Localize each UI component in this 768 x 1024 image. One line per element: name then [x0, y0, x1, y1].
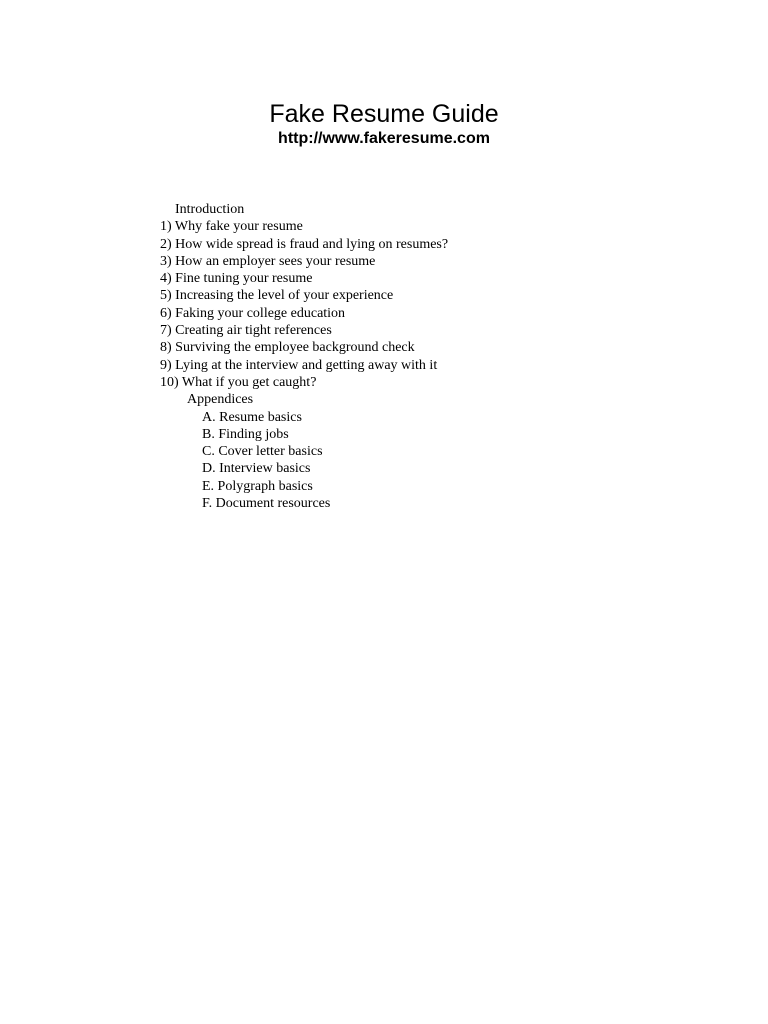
toc-appendix-b: B. Finding jobs [202, 426, 289, 442]
toc-chapter-10: 10) What if you get caught? [160, 374, 317, 390]
toc-chapter-4: 4) Fine tuning your resume [160, 271, 313, 287]
toc-chapter-3: 3) How an employer sees your resume [160, 253, 376, 269]
table-of-contents [160, 201, 448, 512]
toc-appendix-e: E. Polygraph basics [202, 478, 313, 494]
toc-chapter-1: 1) Why fake your resume [160, 219, 303, 235]
page-title: Fake Resume Guide [269, 100, 499, 128]
toc-chapter-7: 7) Creating air tight references [160, 323, 332, 339]
website-url: http://www.fakeresume.com [278, 130, 490, 147]
toc-appendices-heading: Appendices [187, 392, 254, 408]
toc-chapter-8: 8) Surviving the employee background check [160, 340, 415, 356]
toc-chapter-6: 6) Faking your college education [160, 305, 346, 321]
toc-introduction: Introduction [175, 202, 245, 217]
toc-appendix-d: D. Interview basics [202, 461, 311, 477]
toc-appendix-c: C. Cover letter basics [202, 444, 323, 460]
toc-chapter-9: 9) Lying at the interview and getting away with it [160, 357, 438, 373]
toc-appendix-a: A. Resume basics [202, 409, 302, 425]
toc-chapter-2: 2) How wide spread is fraud and lying on resumes? [160, 236, 449, 252]
toc-chapter-5: 5) Increasing the level of your experience [160, 288, 394, 304]
toc-appendix-f: F. Document resources [202, 496, 331, 512]
